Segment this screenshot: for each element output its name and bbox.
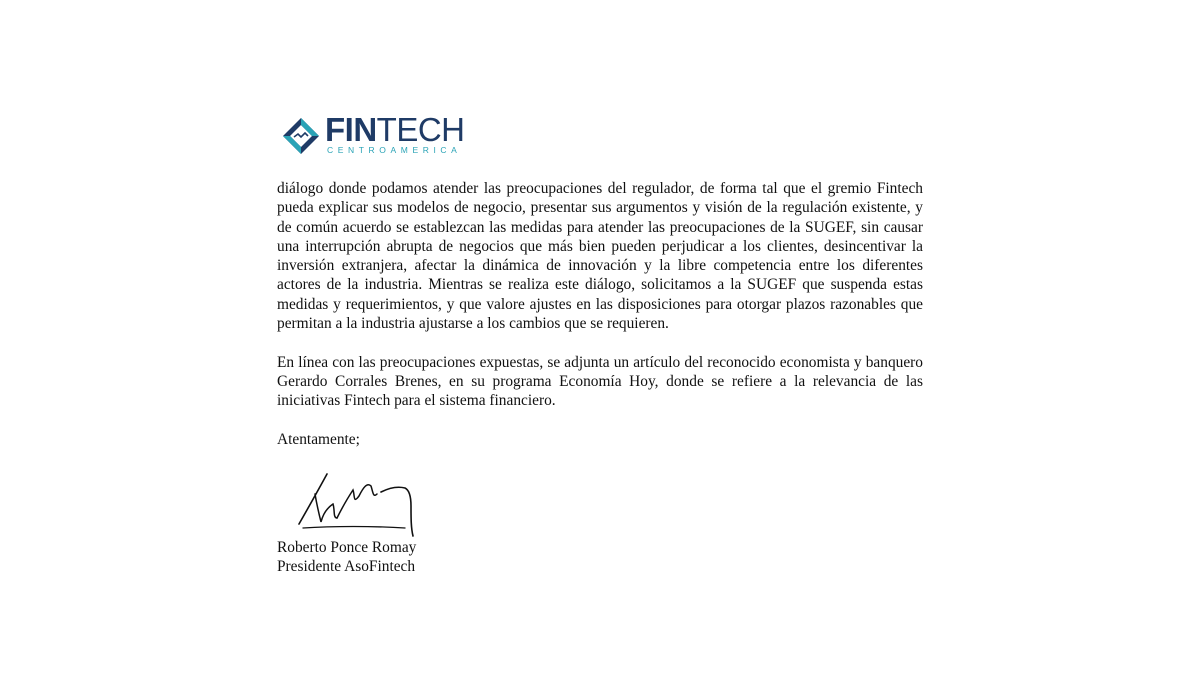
letter-closing: Atentamente; (277, 431, 360, 449)
logo-wordmark (325, 112, 465, 148)
letter-paragraph-1: diálogo donde podamos atender las preocupaciones del regulador, de forma tal que el gremio Fintech pueda explicar sus modelos de negocio, presentar sus argumentos y visión de la regulación existente, y de común acuerdo se establezcan las medidas para atender las preocupaciones de la SUGEF, sin causar una interrupción abrupta de negocios que más bien pueden perjudicar a los clientes, desincentivar la inversión extranjera, afectar la dinámica de innovación y la libre competencia entre los diferentes actores de la industria. Mientras se realiza este diálogo, solicitamos a la SUGEF que suspenda estas medidas y requerimientos, y que valore ajustes en las disposiciones para otorgar plazos razonables que permitan a la industria ajustarse a los cambios que se requieren. (277, 180, 923, 333)
logo-wordmark-light: TECH (376, 111, 465, 148)
signer-title: Presidente AsoFintech (277, 558, 416, 576)
letter-body (277, 179, 923, 450)
signer-block (277, 538, 416, 577)
handwritten-signature (293, 466, 427, 540)
diamond-logo-icon (281, 116, 321, 156)
letter-paragraph-2: En línea con las preocupaciones expuestas, se adjunta un artículo del reconocido economista y banquero Gerardo Corrales Brenes, en su programa Economía Hoy, donde se refiere a la relevancia de las iniciativas Fintech para el sistema financiero. (277, 353, 923, 410)
logo-subtitle: CENTROAMERICA (327, 145, 462, 155)
fintech-logo (281, 112, 471, 160)
signer-name: Roberto Ponce Romay (277, 539, 417, 556)
logo-wordmark-bold: FIN (325, 111, 377, 148)
